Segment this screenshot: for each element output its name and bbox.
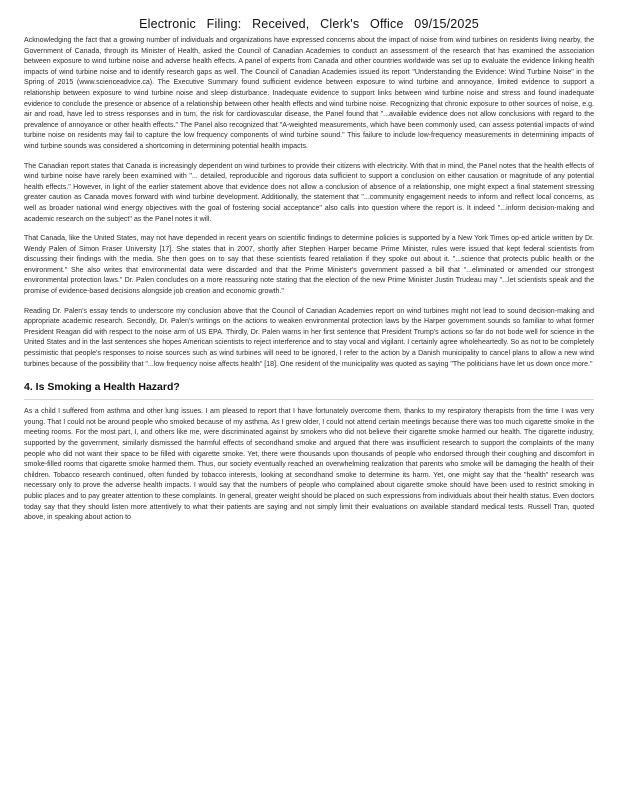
body-paragraph: Acknowledging the fact that a growing number of individuals and organizations have expressed concerns about the impact of noise from wind turbines on residents living nearby, the Government of Canada, through its Minister of Health, asked the Council of Canadian Academies to conduct an assessment of the research that has examined the association between exposure to wind turbine noise and adverse health effects. A panel of experts from Canada and other countries worldwide was set up to evaluate the evidence linking health impacts of wind turbine noise and to identify research gaps as well. The Council of Canadian Academies issued its report "Understanding the Evidence: Wind Turbine Noise" in the Spring of 2015 (www.scienceadvice.ca). The Executive Summary found sufficient evidence between exposure to wind turbine and annoyance, limited evidence to support a relationship between exposure to wind turbine noise and sleep disturbance. Inadequate evidence to support links between wind turbine noise and stress and found inadequate evidence to conclude the presence or absence of a relationship between other health effects and wind turbine noise. Recognizing that chronic exposure to other sources of noise, e.g. air and road, have led to stress responses and in turn, the risk for cardiovascular disease, the Panel found that "...available evidence does not allow conclusions with regard to the prevalence of annoyance or other health effects." The Panel also recognized that "A-weighted measurements, which have been commonly used, can assess potential impacts of wind turbine noise on residents may fail to capture the low frequency components of wind turbine sound." This failure to include low-frequency measurements in determining impacts of wind turbine sounds was considered a shortcoming in determining potential health impacts. bbox=[24, 37, 594, 150]
filing-stamp: Electronic Filing: Received, Clerk's Office 09/15/2025 bbox=[139, 17, 479, 31]
body-paragraph: That Canada, like the United States, may not have depended in recent years on scientific findings to determine policies is supported by a New York Times op-ed article written by Dr. Wendy Palen of Simon Fraser University [17]. She states that in 2007, shortly after Stephen Harper became Prime Minister, rules were issued that kept federal scientists from discussing their findings with the media. She then goes on to say that these scientists feared retaliation if they spoke out about it. "...science that protects public health or the environment." She also writes that environmental data were discarded and that the Prime Minister's government passed a bill that "...eliminated or amended our strongest environmental protection laws." Dr. Palen concludes on a more reassuring note stating that the election of the new Prime Minister Justin Trudeau may "...let scientists speak and the promise of evidence-based decisions alongside job creation and economic growth." bbox=[24, 235, 594, 296]
body-paragraph: The Canadian report states that Canada is increasingly dependent on wind turbines to provide their citizens with electricity. With that in mind, the Panel notes that the health effects of wind turbine noise have rarely been examined with "... detailed, reproducible and rigorous data sufficient to support a conclusion on either causation or magnitude of any potential health effects." However, in light of the earlier statement above that evidence does not allow a conclusion of absence of a relationship, one might expect a final statement stressing greater caution as Canada moves forward with wind turbine development. Additionally, the statement that "...community engagement needs to inform and reflect local concerns, as well as broader national wind energy objectives with the goal of fostering social acceptance" also calls into question where the report is. It indeed "...inform decision-making and academic research on the subject" as the Panel notes it will. bbox=[24, 162, 594, 223]
section-heading: 4. Is Smoking a Health Hazard? bbox=[24, 381, 180, 394]
body-paragraph: Reading Dr. Palen's essay tends to underscore my conclusion above that the Council of Canadian Academies report on wind turbines might not lead to sound decision-making and appropriate academic research. Secondly, Dr. Palen's writings on the actions to weaken environmental protection laws by the Harper government sounds so familiar to what former President Reagan did with respect to the noise arm of US EPA. Thirdly, Dr. Palen warns in her first sentence that President Trump's actions so far do not bode well for science in the United States and in the last sentences she hopes American scientists to reject interference and to stay vocal and vigilant. I certainly agree wholeheartedly. So as not to be completely pessimistic that people's responses to noise sources such as wind turbines will need to be ignored, I refer to the action by a Danish municipality to cancel plans to allow a new wind turbines because of the possibility that "...low frequency noise affects health" [18]. One resident of the municipality was quoted as saying "The politicians have let us down once more." bbox=[24, 307, 594, 368]
section-paragraph: As a child I suffered from asthma and other lung issues. I am pleased to report that I have fortunately overcome them, thanks to my respiratory therapists from the time I was very young. That I could not be around people who smoked because of my asthma. As I grew older, I could not attend certain meetings because there was too much cigarette smoke in the meeting rooms. For the most part, I, and others like me, were discriminated against by smokers who did not believe their cigarette smoke harmed our health. The cigarette industry, supported by the government, similarly dismissed the harmful effects of secondhand smoke and argued that there was insufficient research to support the complaints of the many people who did not want their space to be filled with cigarette smoke. Yet, there were thousands upon thousands of people who endorsed through their coughing and discomfort in smoke-filled rooms that cigarette smoke harmed them. Thus, our society eventually reached an overwhelming realization that parents who smoke will be damaging the health of their children. Tobacco research continued, often funded by tobacco interests, looking at secondhand smoke to determine its harm. Yet, one might say that the "health" research was necessary only to prove the adverse health impacts. I would say that the numbers of people who complained about cigarette smoke should have been used to restrict smoking in public places and to pay greater attention to these complaints. In general, greater weight should be placed on such expressions from individuals about their health status. Even doctors today say that they should listen more attentively to what their patients are saying and not simply limit their evaluations on available standard medical tests. Russell Tran, quoted above, in speaking about action to bbox=[24, 408, 594, 522]
heading-divider bbox=[24, 399, 594, 400]
document-body bbox=[24, 36, 594, 524]
